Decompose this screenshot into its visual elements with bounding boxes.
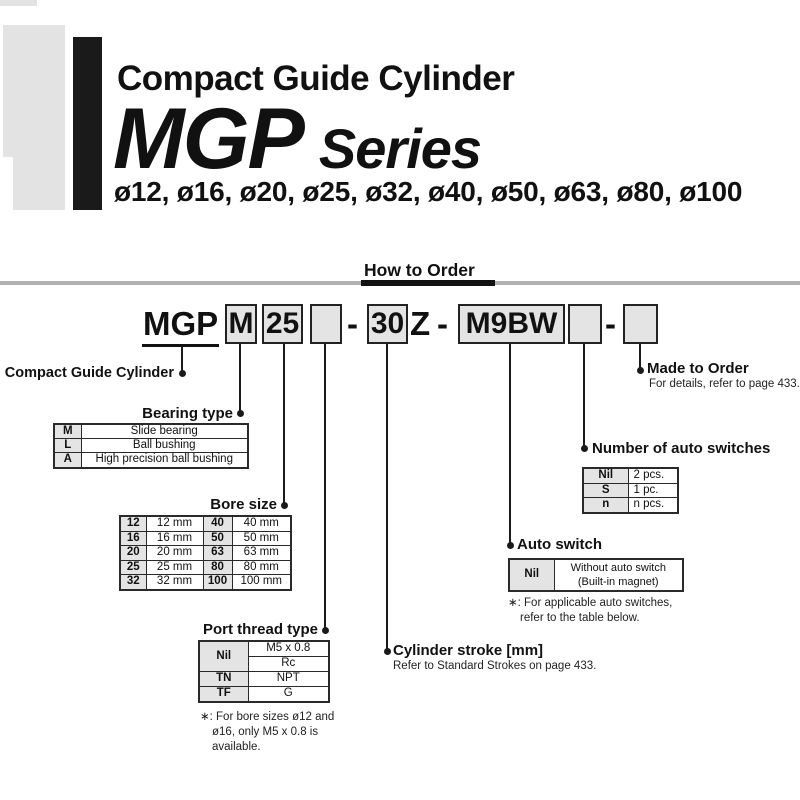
auto-switch-note-line2: refer to the table below. — [520, 612, 640, 624]
auto-switch-table — [508, 558, 684, 592]
connector-line-number-of-auto-switches — [583, 344, 585, 448]
table-row — [120, 531, 291, 546]
bore-size-cell: 20 mm — [146, 546, 203, 561]
connector-bullet-bore-size — [281, 502, 288, 509]
label-bore-size: Bore size — [210, 496, 277, 513]
bearing-code-cell: L — [54, 439, 81, 453]
table-row — [120, 516, 291, 531]
bearing-code-cell: M — [54, 424, 81, 439]
label-made-to-order: Made to Order — [647, 360, 749, 377]
connector-bullet-port-thread-type — [322, 627, 329, 634]
gray-block-decoration-lower — [13, 157, 65, 210]
bore-code-cell: 80 — [203, 560, 232, 575]
qty-code-cell: n — [583, 498, 628, 513]
bearing-type-table — [53, 423, 249, 469]
table-row — [199, 672, 329, 687]
bore-size-cell: 63 mm — [232, 546, 291, 561]
auto-switch-note — [508, 596, 672, 626]
connector-bullet-bearing-type — [237, 410, 244, 417]
code-box-auto-switch: M9BW — [458, 304, 565, 344]
section-rule-black-segment — [361, 280, 495, 286]
label-number-of-auto-switches: Number of auto switches — [592, 440, 771, 457]
bore-sizes-line: ø12, ø16, ø20, ø25, ø32, ø40, ø50, ø63, ø80, ø100 — [114, 176, 743, 207]
series-suffix: Series — [318, 117, 482, 180]
bore-code-cell: 12 — [120, 516, 146, 531]
port-desc-cell: M5 x 0.8 — [248, 641, 329, 657]
code-dash-3: - — [605, 305, 616, 342]
bearing-desc-cell: Ball bushing — [81, 439, 248, 453]
series-name: MGP — [113, 91, 303, 187]
bore-size-cell: 80 mm — [232, 560, 291, 575]
bore-code-cell: 40 — [203, 516, 232, 531]
bore-code-cell: 100 — [203, 575, 232, 590]
label-bearing-type: Bearing type — [142, 405, 233, 422]
gray-block-decoration-upper — [3, 25, 65, 157]
table-row — [583, 468, 678, 483]
connector-line-port-thread-type — [324, 344, 326, 630]
connector-line-compact-guide-cylinder — [181, 346, 183, 373]
code-box-stroke: 30 — [367, 304, 408, 344]
auto-switch-desc-line2: (Built-in magnet) — [577, 576, 659, 588]
port-desc-cell: NPT — [248, 672, 329, 687]
connector-line-auto-switch — [509, 344, 511, 545]
port-thread-note-line3: available. — [212, 741, 261, 753]
bore-size-cell: 25 mm — [146, 560, 203, 575]
bore-size-cell: 32 mm — [146, 575, 203, 590]
port-thread-note — [200, 710, 334, 755]
connector-line-cylinder-stroke — [386, 344, 388, 651]
table-row — [199, 641, 329, 657]
code-box-bore: 25 — [262, 304, 303, 344]
cylinder-stroke-note: Refer to Standard Strokes on page 433. — [393, 660, 597, 672]
qty-desc-cell: 2 pcs. — [628, 468, 678, 483]
label-compact-guide-cylinder: Compact Guide Cylinder — [4, 365, 174, 381]
table-row — [54, 453, 248, 468]
bearing-desc-cell: Slide bearing — [81, 424, 248, 439]
label-cylinder-stroke: Cylinder stroke [mm] — [393, 642, 544, 659]
port-thread-type-table — [198, 640, 330, 703]
table-row — [583, 498, 678, 513]
table-row — [583, 483, 678, 498]
connector-bullet-number-of-auto-switches — [581, 445, 588, 452]
auto-switch-code-cell: Nil — [509, 559, 554, 591]
table-row — [199, 687, 329, 703]
code-box-made-to-order-blank — [623, 304, 658, 344]
bore-code-cell: 25 — [120, 560, 146, 575]
auto-switch-desc-line1: Without auto switch — [570, 561, 666, 574]
qty-code-cell: S — [583, 483, 628, 498]
table-row — [54, 424, 248, 439]
label-port-thread-type: Port thread type — [202, 621, 318, 638]
qty-code-cell: Nil — [583, 468, 628, 483]
table-row — [54, 439, 248, 453]
code-box-switch-qty-blank — [568, 304, 602, 344]
connector-bullet-cylinder-stroke — [384, 648, 391, 655]
qty-desc-cell: n pcs. — [628, 498, 678, 513]
port-thread-note-line2: ø16, only M5 x 0.8 is — [212, 726, 319, 738]
bearing-desc-cell: High precision ball bushing — [81, 453, 248, 468]
port-desc-cell: G — [248, 687, 329, 703]
connector-bullet-compact-guide-cylinder — [179, 370, 186, 377]
bore-code-cell: 16 — [120, 531, 146, 546]
section-heading-how-to-order: How to Order — [364, 260, 475, 280]
bore-code-cell: 20 — [120, 546, 146, 561]
auto-switch-desc-cell — [554, 559, 683, 591]
bearing-code-cell: A — [54, 453, 81, 468]
code-box-port-thread-blank — [310, 304, 342, 344]
qty-desc-cell: 1 pc. — [628, 483, 678, 498]
table-row — [120, 546, 291, 561]
series-title — [113, 91, 482, 187]
connector-bullet-made-to-order — [637, 367, 644, 374]
connector-line-bore-size — [283, 344, 285, 505]
connector-line-bearing-type — [239, 344, 241, 413]
port-thread-note-line1: ∗: For bore sizes ø12 and — [200, 711, 335, 723]
number-of-auto-switches-table — [582, 467, 679, 514]
bore-code-cell: 32 — [120, 575, 146, 590]
bore-size-cell: 12 mm — [146, 516, 203, 531]
table-row — [120, 560, 291, 575]
port-desc-cell: Rc — [248, 657, 329, 672]
made-to-order-note: For details, refer to page 433. — [649, 378, 800, 390]
title-black-bar — [73, 37, 102, 210]
bore-size-cell: 50 mm — [232, 531, 291, 546]
label-auto-switch: Auto switch — [517, 536, 602, 553]
code-dash-1: - — [347, 305, 358, 342]
bore-code-cell: 63 — [203, 546, 232, 561]
code-dash-2: - — [437, 305, 448, 342]
corner-strip-decoration — [0, 0, 37, 6]
port-code-cell: TN — [199, 672, 248, 687]
bore-size-table — [119, 515, 292, 591]
code-box-bearing: M — [225, 304, 257, 344]
bore-code-cell: 50 — [203, 531, 232, 546]
bore-size-cell: 40 mm — [232, 516, 291, 531]
auto-switch-note-line1: ∗: For applicable auto switches, — [508, 597, 673, 609]
connector-bullet-auto-switch — [507, 542, 514, 549]
code-z-suffix: Z — [410, 305, 431, 342]
page-title: Compact Guide Cylinder — [117, 59, 515, 98]
model-code-prefix: MGP — [143, 305, 219, 342]
bore-size-cell: 100 mm — [232, 575, 291, 590]
port-code-cell: TF — [199, 687, 248, 703]
table-row — [509, 559, 683, 591]
table-row — [120, 575, 291, 590]
bore-size-cell: 16 mm — [146, 531, 203, 546]
port-code-cell: Nil — [199, 641, 248, 672]
